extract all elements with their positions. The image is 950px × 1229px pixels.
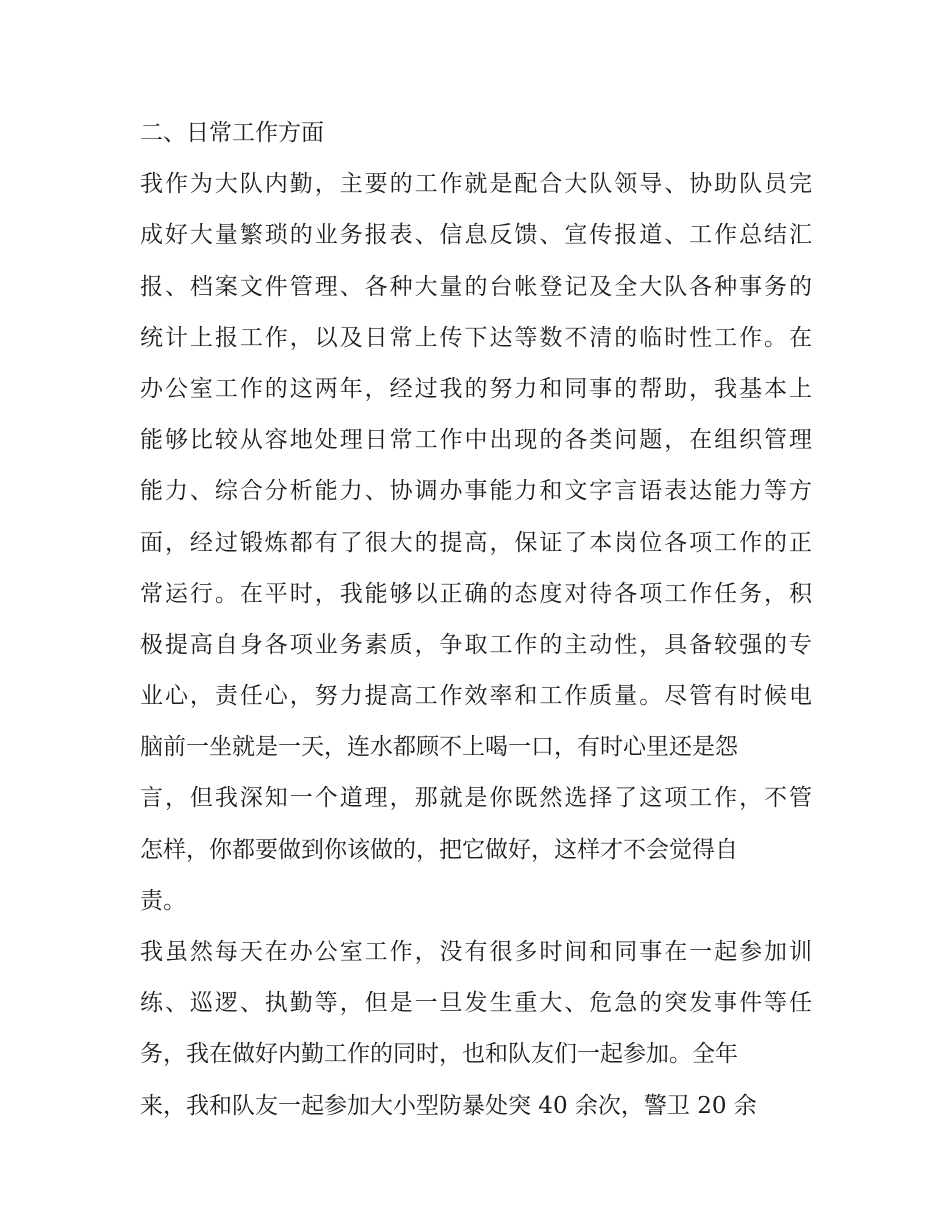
text-line: 脑前一坐就是一天，连水都顾不上喝一口，有时心里还是怨 [140,734,738,761]
text-line: 成好大量繁琐的业务报表、信息反馈、宣传报道、工作总结汇 [140,222,812,249]
text-line: 常运行。在平时，我能够以正确的态度对待各项工作任务，积 [140,580,812,607]
text-line: 面，经过锻炼都有了很大的提高，保证了本岗位各项工作的正 [140,529,812,556]
text-line: 来，我和队友一起参加大小型防暴处突 40 余次，警卫 20 余 [140,1092,757,1119]
text-line: 业心，责任心，努力提高工作效率和工作质量。尽管有时候电 [140,683,812,710]
text-line: 极提高自身各项业务素质，争取工作的主动性，具备较强的专 [140,631,812,658]
text-line: 报、档案文件管理、各种大量的台帐登记及全大队各种事务的 [140,273,812,300]
document-body [140,108,812,1132]
text-line: 我作为大队内勤，主要的工作就是配合大队领导、协助队员完 [140,171,812,198]
section-heading: 二、日常工作方面 [140,120,324,146]
text-line: 练、巡逻、执勤等，但是一旦发生重大、危急的突发事件等任 [140,990,812,1017]
text-line: 务，我在做好内勤工作的同时，也和队友们一起参加。全年 [140,1041,738,1068]
text-line: 统计上报工作，以及日常上传下达等数不清的临时性工作。在 [140,324,812,351]
text-line: 怎样，你都要做到你该做的，把它做好，这样才不会觉得自 [140,836,738,863]
text-line: 言，但我深知一个道理，那就是你既然选择了这项工作，不管 [140,785,812,812]
text-line: 能力、综合分析能力、协调办事能力和文字言语表达能力等方 [140,478,812,505]
paragraph-field-work [140,927,812,1132]
text-line: 责。 [140,887,186,914]
paragraph-daily-work [140,159,812,927]
text-line: 办公室工作的这两年，经过我的努力和同事的帮助，我基本上 [140,375,812,402]
text-line: 能够比较从容地处理日常工作中出现的各类问题，在组织管理 [140,427,812,454]
text-line: 我虽然每天在办公室工作，没有很多时间和同事在一起参加训 [140,939,812,965]
